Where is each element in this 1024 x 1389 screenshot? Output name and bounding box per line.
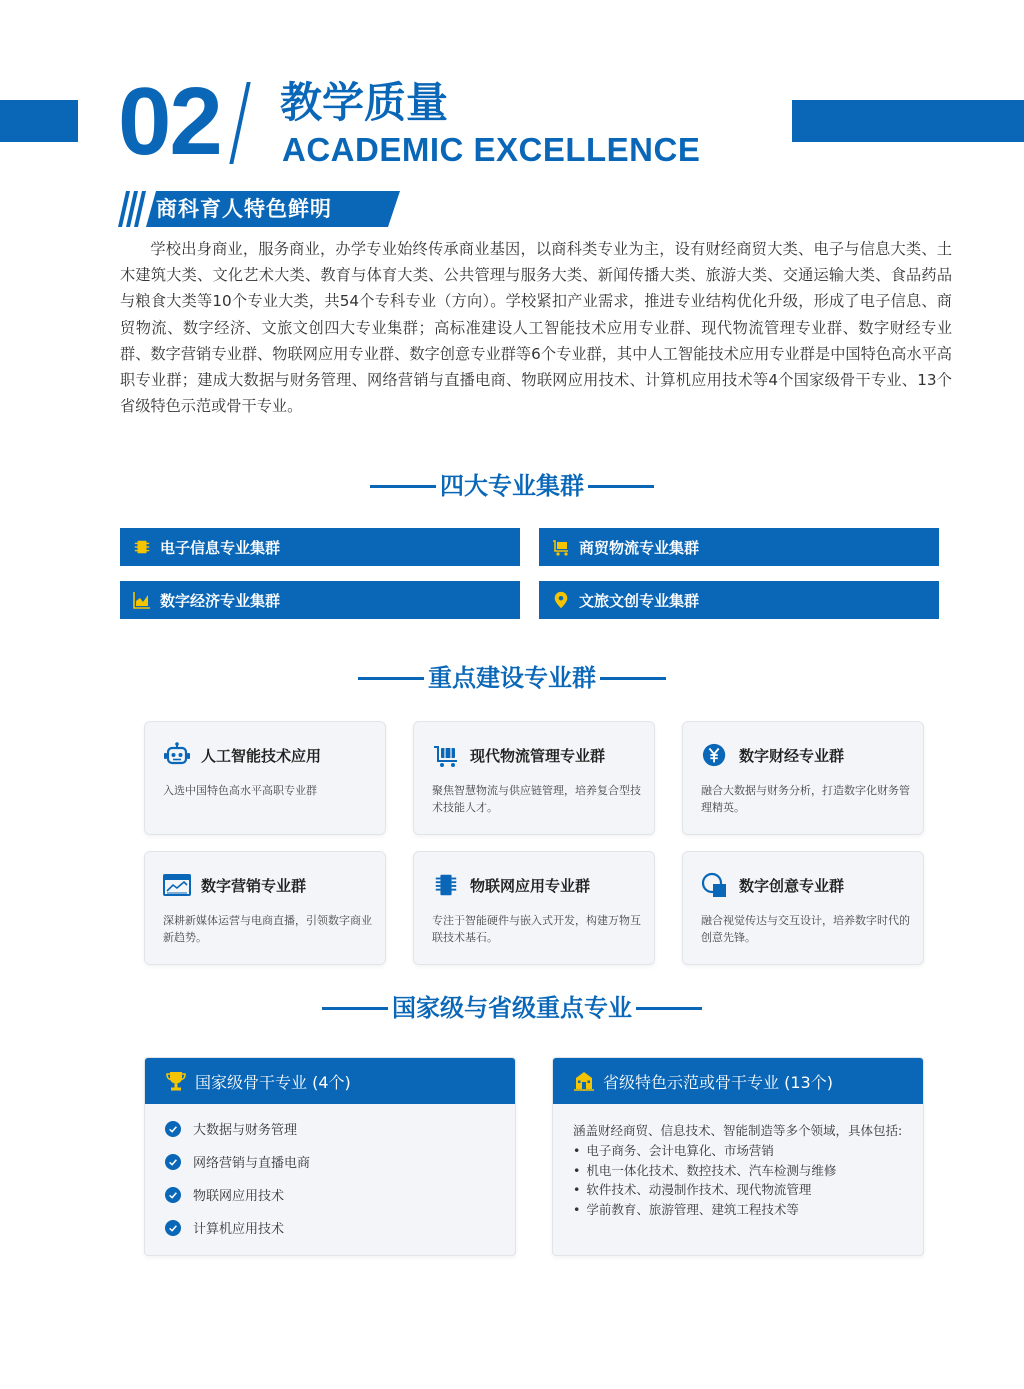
list-item: • 电子商务、会计电算化、市场营销 bbox=[573, 1143, 774, 1158]
group-card-ai: 人工智能技术应用 入选中国特色高水平高职专业群 bbox=[144, 721, 386, 835]
header-bar-left bbox=[0, 100, 78, 142]
list-item: 网络营销与直播电商 bbox=[145, 1145, 515, 1178]
cluster-electronic-info: 电子信息专业集群 bbox=[120, 528, 520, 566]
group-card-creative: 数字创意专业群 融合视觉传达与交互设计，培养数字时代的创意先锋。 bbox=[682, 851, 924, 965]
group-card-logistics: 现代物流管理专业群 聚焦智慧物流与供应链管理，培养复合型技术技能人才。 bbox=[413, 721, 655, 835]
area-chart-icon bbox=[132, 590, 152, 610]
cluster-culture-tourism: 文旅文创专业集群 bbox=[539, 581, 939, 619]
provincial-majors-panel: 省级特色示范或骨干专业 (13个) 涵盖财经商贸、信息技术、智能制造等多个领域，具体包括: • 电子商务、会计电算化、市场营销 • 机电一体化技术、数控技术、汽车检测与维修 • 软件技术、动漫制作技术、现代物流管理 • 学前教育、旅游管理、建筑工程技术等 bbox=[552, 1057, 924, 1256]
section-label: 商科育人特色鲜明 bbox=[156, 197, 332, 221]
shapes-icon bbox=[701, 872, 729, 898]
location-pin-icon bbox=[551, 590, 571, 610]
list-item: 物联网应用技术 bbox=[145, 1178, 515, 1211]
yen-icon bbox=[701, 742, 729, 768]
trophy-icon bbox=[165, 1070, 187, 1092]
check-circle-icon bbox=[165, 1220, 181, 1236]
national-majors-panel: 国家级骨干专业 (4个) 大数据与财务管理 网络营销与直播电商 物联网应用技术 计算机应用技术 bbox=[144, 1057, 516, 1256]
check-circle-icon bbox=[165, 1187, 181, 1203]
group-card-marketing: 数字营销专业群 深耕新媒体运营与电商直播，引领数字商业新趋势。 bbox=[144, 851, 386, 965]
stripes-icon bbox=[118, 191, 152, 227]
chapter-number: 02 bbox=[118, 68, 221, 175]
check-circle-icon bbox=[165, 1121, 181, 1137]
robot-icon bbox=[163, 742, 191, 768]
key-groups-heading: 重点建设专业群 bbox=[0, 662, 1024, 694]
cart-icon bbox=[551, 537, 571, 557]
chart-window-icon bbox=[163, 872, 191, 898]
check-circle-icon bbox=[165, 1154, 181, 1170]
cart-icon bbox=[432, 742, 460, 768]
list-item: • 软件技术、动漫制作技术、现代物流管理 bbox=[573, 1182, 812, 1197]
clusters-heading: 四大专业集群 bbox=[0, 470, 1024, 502]
provincial-intro: 涵盖财经商贸、信息技术、智能制造等多个领域，具体包括: bbox=[573, 1123, 903, 1138]
page-subtitle: ACADEMIC EXCELLENCE bbox=[282, 131, 701, 168]
header-slash bbox=[229, 82, 250, 164]
school-icon bbox=[573, 1070, 595, 1092]
list-item: • 机电一体化技术、数控技术、汽车检测与维修 bbox=[573, 1162, 837, 1178]
header-bar-right bbox=[792, 100, 1024, 142]
chip-icon bbox=[132, 537, 152, 557]
list-item: • 学前教育、旅游管理、建筑工程技术等 bbox=[573, 1201, 799, 1217]
section-tag bbox=[118, 191, 400, 227]
page-title: 教学质量 bbox=[280, 78, 449, 127]
intro-paragraph: 学校出身商业，服务商业，办学专业始终传承商业基因，以商科类专业为主，设有财经商贸大类、电子与信息大类、土木建筑大类、文化艺术大类、教育与体育大类、公共管理与服务大类、新闻传播大类、旅游大类、交通运输大类、食品药品与粮食大类等10个专业大类，共54个专科专业（方向）。学校紧扣产业需求，推进专业结构优化升级，形成了电子信息、商贸物流、数字经济、文旅文创四大专业集群；高标准建设人工智能技术应用专业群、现代物流管理专业群、数字财经专业群、数字营销专业群、物联网应用专业群、数字创意专业群等6个专业群，其中人工智能技术应用专业群是中国特色高水平高职专业群；建成大数据与财务管理、网络营销与直播电商、物联网应用技术、计算机应用技术等4个国家级骨干专业、13个省级特色示范或骨干专业。 bbox=[120, 240, 952, 416]
list-item: 大数据与财务管理 bbox=[145, 1112, 515, 1145]
majors-heading: 国家级与省级重点专业 bbox=[0, 992, 1024, 1024]
group-card-iot: 物联网应用专业群 专注于智能硬件与嵌入式开发，构建万物互联技术基石。 bbox=[413, 851, 655, 965]
chip-icon bbox=[432, 872, 460, 898]
list-item: 计算机应用技术 bbox=[145, 1211, 515, 1244]
cluster-commerce-logistics: 商贸物流专业集群 bbox=[539, 528, 939, 566]
cluster-digital-economy: 数字经济专业集群 bbox=[120, 581, 520, 619]
group-card-finance: 数字财经专业群 融合大数据与财务分析，打造数字化财务管理精英。 bbox=[682, 721, 924, 835]
